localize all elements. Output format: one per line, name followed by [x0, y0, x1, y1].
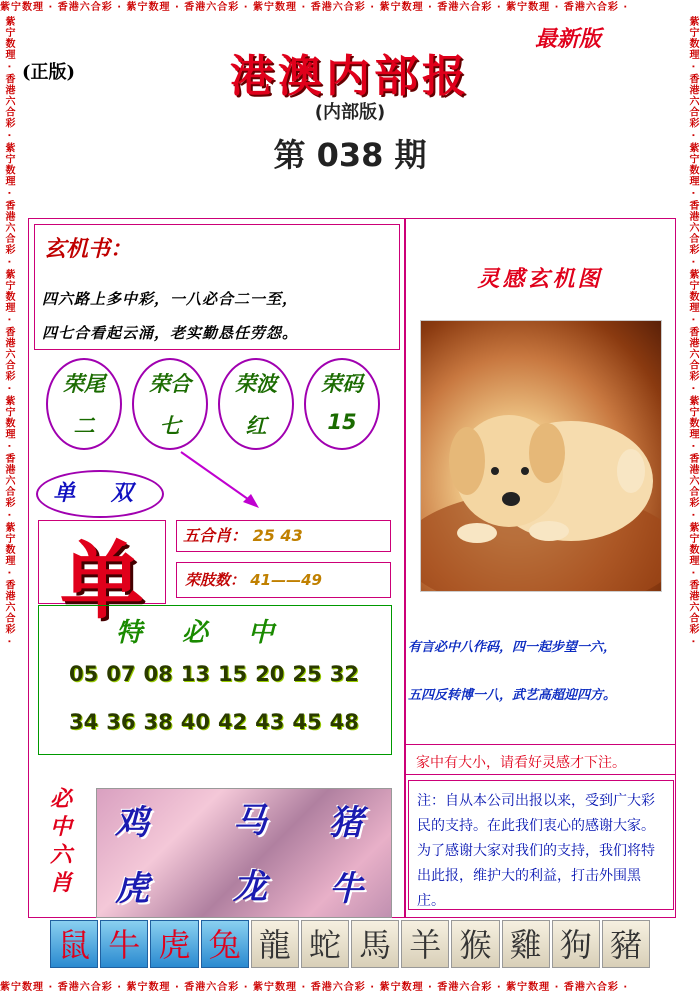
- wuhe-value: 25 43: [252, 526, 303, 545]
- tebi-number: 34: [69, 710, 99, 734]
- zodiac-cell: 牛: [329, 869, 363, 909]
- tebi-number: 05: [69, 662, 99, 686]
- column-divider: [404, 218, 406, 918]
- arrow-icon: [175, 448, 265, 512]
- zodiac-bar: [50, 920, 650, 968]
- lingan-title: 灵感玄机图: [477, 266, 603, 292]
- puppy-illustration: [421, 321, 662, 592]
- zodiac-cell: 猪: [329, 803, 363, 843]
- issue-value: 038: [316, 136, 384, 174]
- zodiac-rat: 鼠: [50, 920, 98, 968]
- puppy-photo: [420, 320, 662, 592]
- xuanji-line-2: 四七合看起云涌，老实勤恳任劳怨。: [42, 324, 299, 342]
- tebi-panel: [38, 605, 392, 755]
- lingan-hint-1: 有言必中八作码，四一起步望一六，: [408, 640, 617, 655]
- tebi-number: 38: [143, 710, 173, 734]
- tebi-title: 特必中: [115, 618, 314, 648]
- zodiac-monkey: 猴: [451, 920, 499, 968]
- tebi-number: 45: [292, 710, 322, 734]
- xuanji-title: 玄机书：: [44, 236, 133, 262]
- oval-tail: [46, 358, 122, 450]
- lingan-hint-3: 家中有大小，请看好灵感才下注。: [416, 755, 626, 771]
- tebi-number: 43: [255, 710, 285, 734]
- zodiac-goat: 羊: [401, 920, 449, 968]
- tebi-number: 25: [292, 662, 322, 686]
- tebi-number: 48: [329, 710, 359, 734]
- notice-text: 注：自从本公司出报以来，受到广大彩民的支持。在此我们衷心的感谢大家。为了感谢大家对我们的支持，我们将特出此报，维护大的利益，打击外围黑庄。: [408, 780, 674, 910]
- border-right: 紫宁数理 · 香港六合彩 · 紫宁数理 · 香港六合彩 · 紫宁数理 · 香港六合彩 · 紫宁数理 · 香港六合彩 · 紫宁数理 · 香港六合彩 ·: [687, 16, 698, 645]
- oval-wave: [218, 358, 294, 450]
- tebi-number: 42: [217, 710, 248, 734]
- xuanji-line-1: 四六路上多中彩，一八必合二一至，: [42, 290, 299, 308]
- zodiac-snake: 蛇: [301, 920, 349, 968]
- zodiac-pig: 豬: [602, 920, 650, 968]
- notice-divider: [406, 774, 676, 775]
- zodiac-cell: 虎: [115, 869, 149, 909]
- zodiac-rabbit: 兔: [201, 920, 249, 968]
- wuhe-box: [176, 520, 391, 552]
- zodiac-ox: 牛: [100, 920, 148, 968]
- oval-title: 荣波: [235, 371, 277, 396]
- oval-title: 荣尾: [63, 371, 105, 396]
- oval-value: 红: [245, 414, 267, 438]
- border-left: 紫宁数理 · 香港六合彩 · 紫宁数理 · 香港六合彩 · 紫宁数理 · 香港六合彩 · 紫宁数理 · 香港六合彩 · 紫宁数理 · 香港六合彩 ·: [3, 16, 14, 645]
- big-char-box: [38, 520, 166, 630]
- heshu-box: [176, 562, 391, 598]
- oval-value: 二: [73, 414, 95, 438]
- zodiac-cell: 龙: [233, 867, 267, 907]
- border-top: 紫宁数理 · 香港六合彩 · 紫宁数理 · 香港六合彩 · 紫宁数理 · 香港六合彩 · 紫宁数理 · 香港六合彩 · 紫宁数理 · 香港六合彩 ·: [0, 2, 629, 13]
- issue-number: [0, 130, 700, 176]
- heshu-label: 荣肢数：: [185, 571, 246, 589]
- tebi-number: 36: [106, 710, 136, 734]
- issue-prefix: 第: [273, 136, 306, 174]
- tebi-number: 20: [255, 662, 285, 686]
- bizhong-label: 必中六肖: [50, 786, 73, 896]
- odd-even-badge: 单 双: [36, 470, 164, 518]
- tebi-number: 13: [180, 662, 210, 686]
- zodiac-dragon: 龍: [251, 920, 299, 968]
- zodiac-horse: 馬: [351, 920, 399, 968]
- big-char: 单: [59, 531, 144, 630]
- oval-value: 15: [327, 410, 357, 434]
- edition-left: (正版): [22, 62, 76, 83]
- zodiac-dog: 狗: [552, 920, 600, 968]
- tebi-row-1: [69, 662, 409, 686]
- border-bottom: 紫宁数理 · 香港六合彩 · 紫宁数理 · 香港六合彩 · 紫宁数理 · 香港六合彩 · 紫宁数理 · 香港六合彩 · 紫宁数理 · 香港六合彩 ·: [0, 982, 629, 993]
- oval-sum: [132, 358, 208, 450]
- lingan-hint-2: 五四反转博一八，武艺高超迎四方。: [408, 688, 617, 703]
- heshu-value: 41——49: [250, 571, 322, 589]
- wuhe-label: 五合肖：: [183, 526, 248, 545]
- zodiac-cell: 鸡: [115, 803, 149, 843]
- oval-value: 七: [159, 414, 181, 438]
- zodiac-image-grid: [96, 788, 392, 918]
- oval-title: 荣码: [321, 371, 363, 396]
- oval-title: 荣合: [149, 371, 191, 396]
- hint-divider: [406, 744, 676, 745]
- tebi-number: 07: [106, 662, 136, 686]
- tebi-number: 08: [143, 662, 173, 686]
- oval-code: [304, 358, 380, 450]
- zodiac-rooster: 雞: [502, 920, 550, 968]
- zodiac-tiger: 虎: [150, 920, 198, 968]
- page-subtitle: (内部版): [314, 102, 386, 123]
- edition-right: 最新版: [535, 26, 602, 52]
- tebi-number: 40: [180, 710, 210, 734]
- issue-suffix: 期: [394, 136, 427, 174]
- page-title: 港澳内部报: [230, 51, 470, 102]
- tebi-row-2: [69, 710, 409, 734]
- tebi-number: 15: [217, 662, 248, 686]
- tebi-number: 32: [329, 662, 359, 686]
- zodiac-cell: 马: [233, 801, 267, 841]
